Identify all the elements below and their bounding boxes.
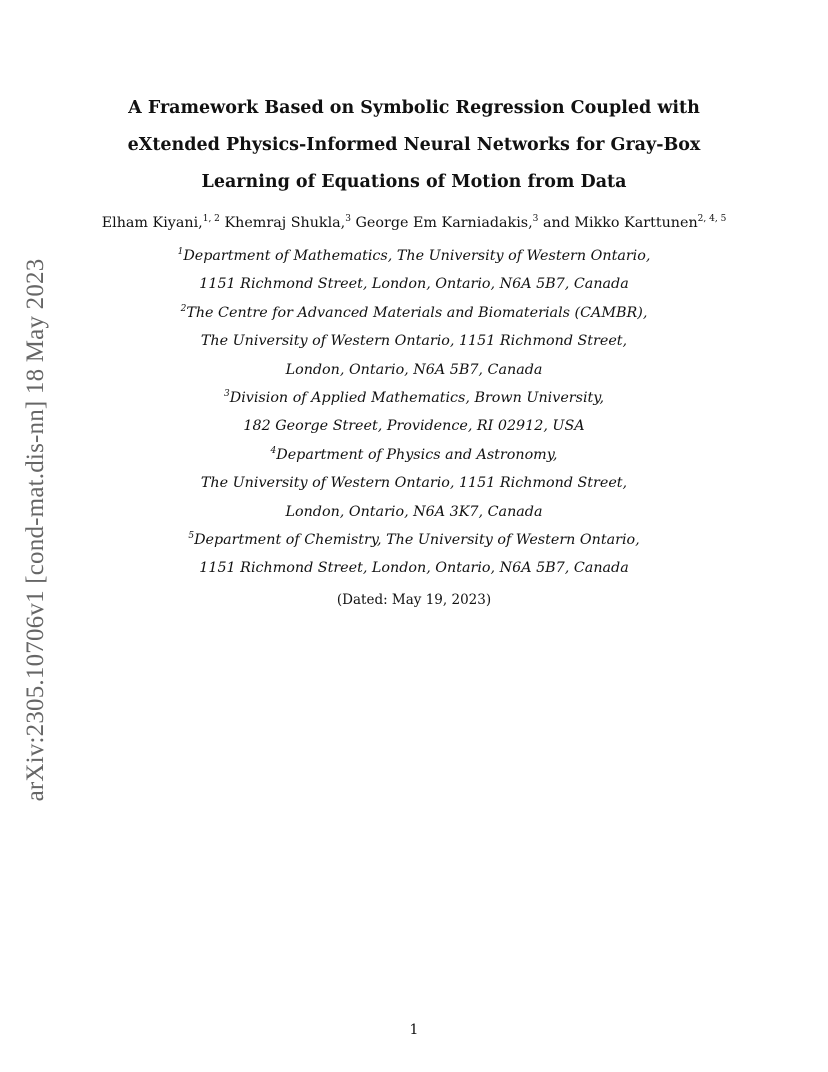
- page-number: 1: [409, 1022, 419, 1038]
- affiliation-line: [100, 441, 728, 469]
- affiliation-line: The University of Western Ontario, 1151 Richmond Street,: [200, 475, 628, 492]
- affiliation-line: 1151 Richmond Street, London, Ontario, N6A 5B7, Canada: [199, 560, 629, 577]
- affiliation-line: London, Ontario, N6A 3K7, Canada: [285, 503, 543, 520]
- author-list: [80, 212, 748, 234]
- affiliation-line: [100, 242, 728, 270]
- affiliation-text: Department of Mathematics, The University of Western Ontario,: [183, 248, 651, 264]
- affiliation-line: [100, 299, 728, 327]
- paper-title: [120, 90, 708, 201]
- author-affiliation-marker: 2, 4, 5: [697, 214, 727, 225]
- affiliation-line: [100, 526, 728, 554]
- affiliation-line: 1151 Richmond Street, London, Ontario, N6A 5B7, Canada: [199, 276, 629, 293]
- affiliation-3: [100, 384, 728, 441]
- dated-line: (Dated: May 19, 2023): [336, 592, 492, 608]
- author-name: Elham Kiyani,: [101, 215, 203, 231]
- author-name: and Mikko Karttunen: [542, 215, 698, 231]
- affiliation-5: [100, 526, 728, 583]
- affiliation-text: The Centre for Advanced Materials and Biomaterials (CAMBR),: [186, 305, 648, 321]
- affiliation-text: Department of Physics and Astronomy,: [276, 447, 558, 463]
- affiliation-4: [100, 441, 728, 526]
- affiliation-marker: 1: [177, 247, 184, 258]
- author-name: George Em Karniadakis,: [355, 215, 533, 231]
- affiliation-marker: 3: [224, 389, 230, 400]
- affiliation-text: Division of Applied Mathematics, Brown University,: [229, 390, 604, 406]
- affiliation-line: 182 George Street, Providence, RI 02912, USA: [243, 418, 585, 435]
- author-affiliation-marker: 3: [532, 214, 539, 225]
- author-affiliation-marker: 1, 2: [202, 214, 220, 225]
- affiliation-line: [100, 384, 728, 412]
- title-line: eXtended Physics-Informed Neural Networks for Gray-Box: [127, 135, 701, 155]
- arxiv-identifier-stamp: arXiv:2305.10706v1 [cond-mat.dis-nn] 18 May 2023: [22, 258, 49, 802]
- affiliation-text: Department of Chemistry, The University of Western Ontario,: [194, 532, 640, 548]
- affiliation-marker: 2: [180, 304, 187, 315]
- author-affiliation-marker: 3: [345, 214, 351, 225]
- title-line: A Framework Based on Symbolic Regression Coupled with: [128, 98, 700, 118]
- affiliation-line: The University of Western Ontario, 1151 Richmond Street,: [200, 333, 628, 350]
- affiliation-1: [100, 242, 728, 299]
- affiliation-2: [100, 299, 728, 384]
- author-name: Khemraj Shukla,: [224, 215, 346, 231]
- title-line: Learning of Equations of Motion from Data: [201, 172, 627, 192]
- affiliation-line: London, Ontario, N6A 5B7, Canada: [285, 361, 543, 378]
- affiliation-marker: 5: [188, 531, 195, 542]
- affiliation-marker: 4: [270, 446, 277, 457]
